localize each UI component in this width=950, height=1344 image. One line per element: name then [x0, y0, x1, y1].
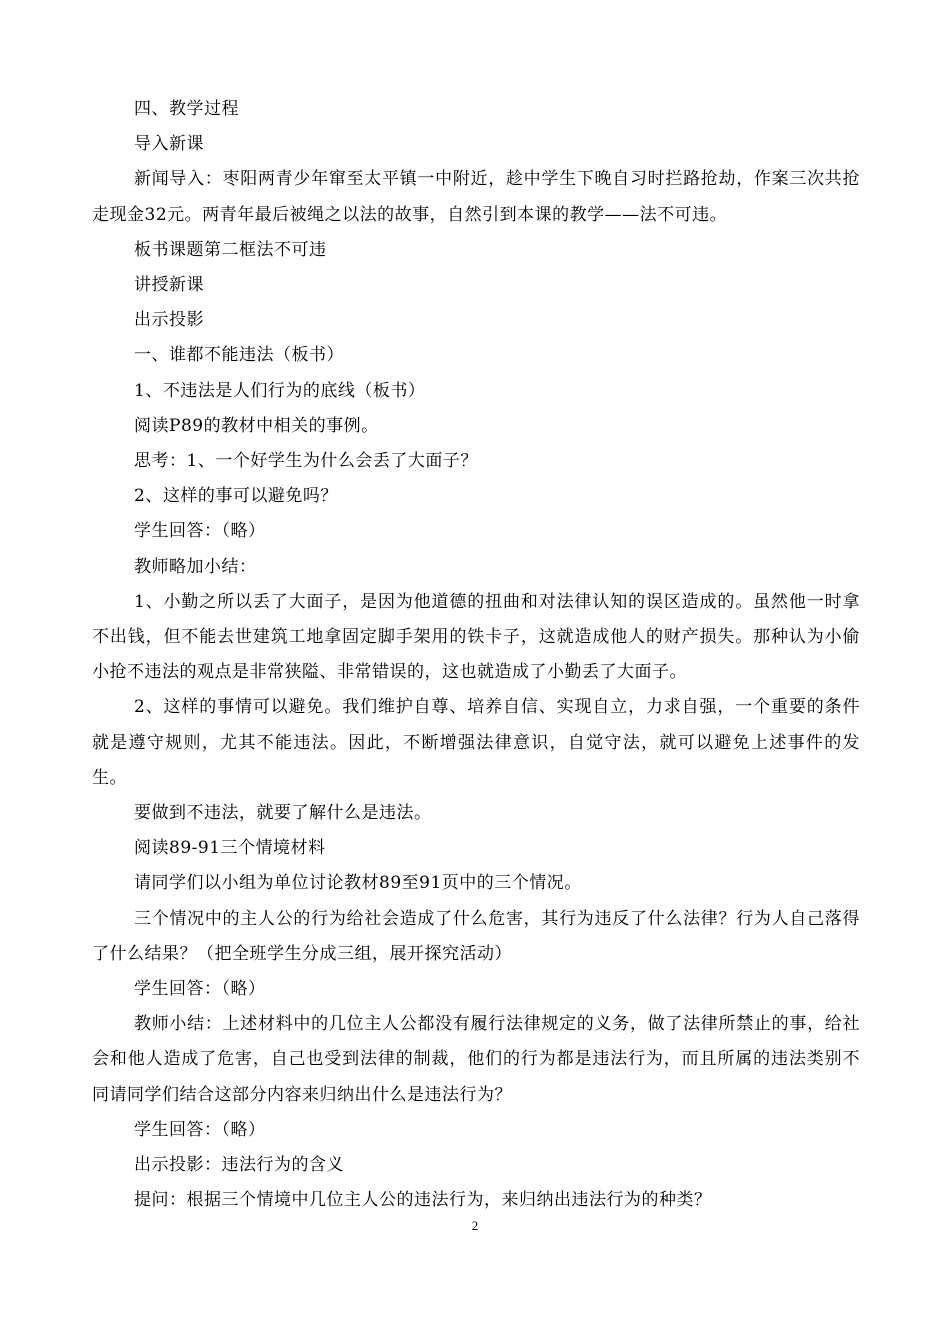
paragraph-summary-2: 2、这样的事情可以避免。我们维护自尊、培养自信、实现自立，力求自强，一个重要的条件就是遵守规则，尤其不能违法。因此，不断增强法律意识，自觉守法，就可以避免上述事件的发生。	[92, 697, 860, 788]
paragraph-teacher-summary-label: 教师略加小结：	[134, 556, 257, 577]
document-body	[92, 92, 860, 1219]
subheading-intro: 导入新课	[134, 134, 204, 155]
paragraph-read-materials: 阅读89-91三个情境材料	[134, 838, 326, 859]
paragraph-projection: 出示投影	[134, 310, 204, 331]
paragraph-student-answer: 学生回答：（略）	[134, 521, 266, 542]
paragraph-point-one-1: 1、不违法是人们行为的底线（板书）	[134, 380, 426, 401]
paragraph-question-2: 2、这样的事可以避免吗？	[134, 486, 338, 507]
paragraph-understand-violation: 要做到不违法，就要了解什么是违法。	[134, 803, 432, 824]
paragraph-student-answer-3: 学生回答：（略）	[134, 1119, 266, 1140]
page-number: 2	[471, 1218, 479, 1233]
paragraph-point-one: 一、谁都不能违法（板书）	[134, 345, 344, 366]
paragraph-summary-1: 1、小勤之所以丢了大面子，是因为他道德的扭曲和对法律认知的误区造成的。虽然他一时拿不出钱，但不能去世建筑工地拿固定脚手架用的铁卡子，这就造成他人的财产损失。那种认为小偷小抢不违法的观点是非常狭隘、非常错误的，这也就造成了小勤丢了大面子。	[92, 591, 860, 683]
paragraph-news-intro: 新闻导入：枣阳两青少年窜至太平镇一中附近，趁中学生下晚自习时拦路抢劫，作案三次共抢走现金32元。两青年最后被绳之以法的故事，自然引到本课的教学——法不可违。	[92, 169, 860, 225]
paragraph-reading: 阅读P89的教材中相关的事例。	[134, 415, 379, 436]
paragraph-teacher-summary: 教师小结：上述材料中的几位主人公都没有履行法律规定的义务，做了法律所禁止的事，给社会和他人造成了危害，自己也受到法律的制裁，他们的行为都是违法行为，而且所属的违法类别不同请同学们结合这部分内容来归纳出什么是违法行为？	[92, 1014, 860, 1105]
paragraph-question-types: 提问：根据三个情境中几位主人公的违法行为，来归纳出违法行为的种类？	[134, 1190, 712, 1211]
paragraph-student-answer-2: 学生回答：（略）	[134, 979, 266, 1000]
section-heading: 四、教学过程	[134, 99, 239, 119]
paragraph-discussion-questions: 三个情况中的主人公的行为给社会造成了什么危害，其行为违反了什么法律？行为人自己落得了什么结果？（把全班学生分成三组，展开探究活动）	[92, 908, 860, 964]
paragraph-group-discussion: 请同学们以小组为单位讨论教材89至91页中的三个情况。	[134, 873, 582, 894]
subheading-new-lesson: 讲授新课	[134, 275, 204, 296]
paragraph-board-title: 板书课题第二框法不可违	[134, 239, 327, 260]
paragraph-question-1: 思考：1、一个好学生为什么会丢了大面子？	[134, 451, 478, 472]
paragraph-projection-definition: 出示投影：违法行为的含义	[134, 1155, 344, 1176]
